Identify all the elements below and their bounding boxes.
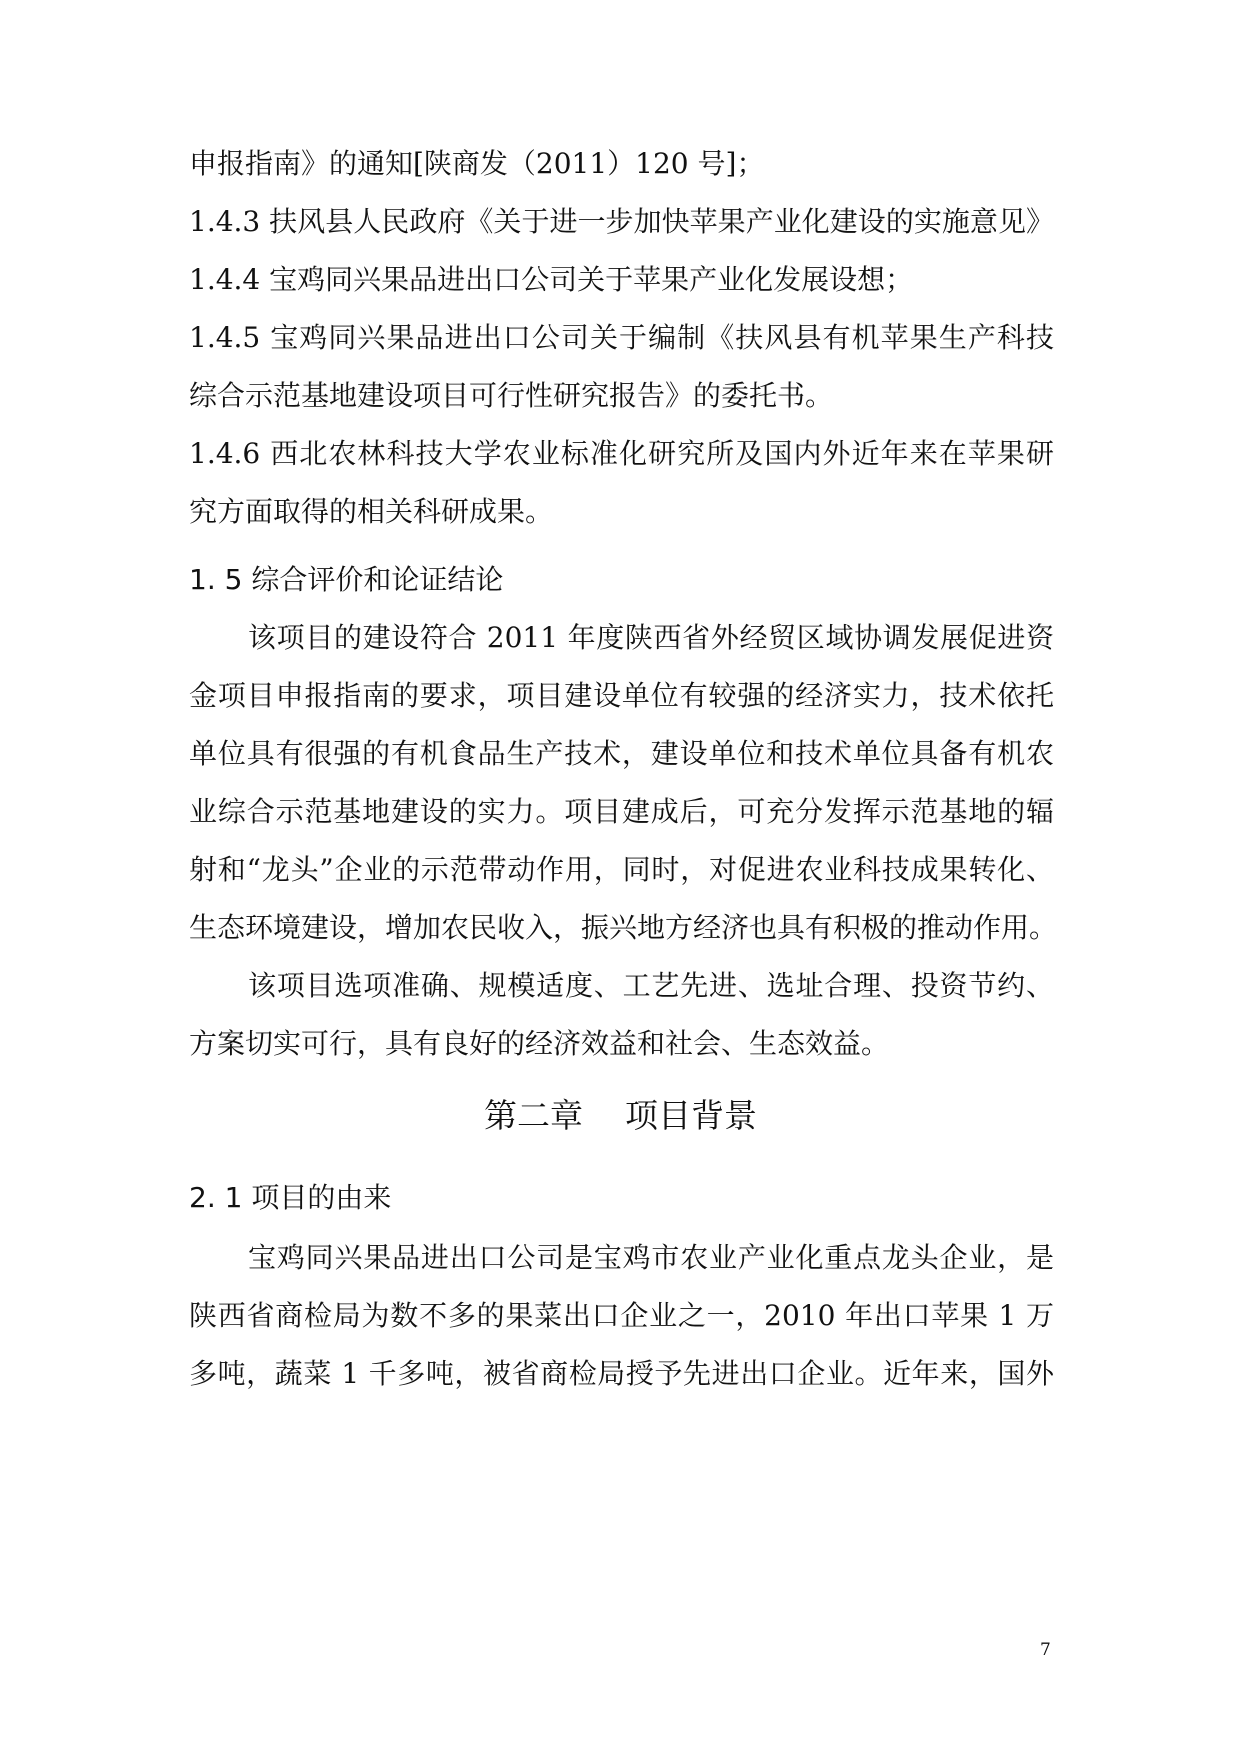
paragraph-line: 金项目申报指南的要求，项目建设单位有较强的经济实力，技术依托 <box>189 679 1054 712</box>
paragraph-line: 单位具有很强的有机食品生产技术，建设单位和技术单位具备有机农 <box>189 737 1054 770</box>
section-heading: 1. 5 综合评价和论证结论 <box>189 563 504 596</box>
paragraph-line: 该项目选项准确、规模适度、工艺先进、选址合理、投资节约、 <box>248 969 1054 1002</box>
section-heading: 2. 1 项目的由来 <box>189 1181 392 1214</box>
paragraph-line: 多吨，蔬菜 1 千多吨，被省商检局授予先进出口企业。近年来，国外 <box>189 1357 1054 1390</box>
text-line: 综合示范基地建设项目可行性研究报告》的委托书。 <box>189 379 834 412</box>
text-line: 1.4.4 宝鸡同兴果品进出口公司关于苹果产业化发展设想； <box>189 263 914 296</box>
paragraph-line: 射和“龙头”企业的示范带动作用，同时，对促进农业科技成果转化、 <box>189 853 1054 886</box>
text-line: 1.4.6 西北农林科技大学农业标准化研究所及国内外近年来在苹果研 <box>189 437 1054 470</box>
text-line: 申报指南》的通知[陕商发（2011）120 号]； <box>189 147 765 180</box>
paragraph-line: 生态环境建设，增加农民收入，振兴地方经济也具有积极的推动作用。 <box>189 911 1058 944</box>
text-line: 究方面取得的相关科研成果。 <box>189 495 554 528</box>
text-line: 1.4.5 宝鸡同兴果品进出口公司关于编制《扶风县有机苹果生产科技 <box>189 321 1054 354</box>
paragraph-line: 方案切实可行，具有良好的经济效益和社会、生态效益。 <box>189 1027 890 1060</box>
text-line: 1.4.3 扶风县人民政府《关于进一步加快苹果产业化建设的实施意见》 <box>189 205 1054 238</box>
chapter-title: 第二章 项目背景 <box>484 1096 757 1135</box>
paragraph-line: 业综合示范基地建设的实力。项目建成后，可充分发挥示范基地的辐 <box>189 795 1054 828</box>
paragraph-line: 宝鸡同兴果品进出口公司是宝鸡市农业产业化重点龙头企业，是 <box>248 1241 1054 1274</box>
paragraph-line: 陕西省商检局为数不多的果菜出口企业之一，2010 年出口苹果 1 万 <box>189 1299 1054 1332</box>
paragraph-line: 该项目的建设符合 2011 年度陕西省外经贸区域协调发展促进资 <box>248 621 1054 654</box>
page-number: 7 <box>1040 1640 1051 1660</box>
